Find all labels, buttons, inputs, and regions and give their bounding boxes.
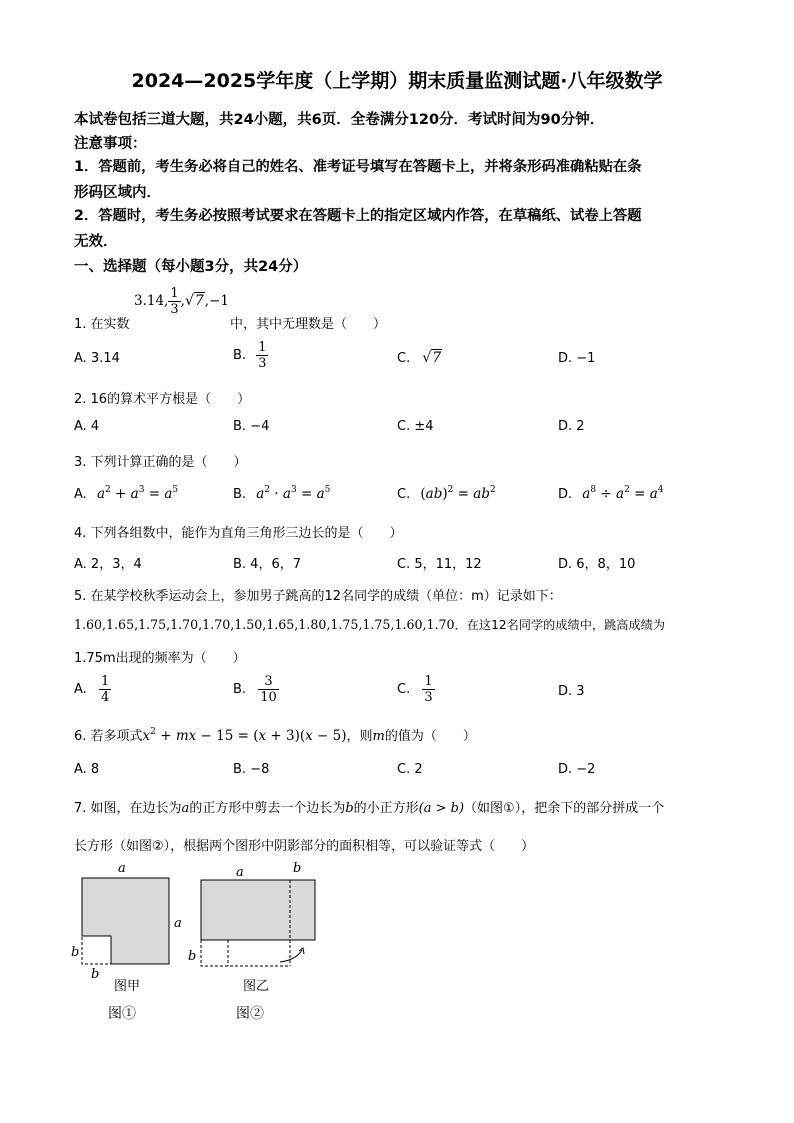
q2-option-a[interactable]: A. 4 xyxy=(74,419,100,434)
q1-stem-suffix: 中，其中无理数是（ ） xyxy=(230,317,387,332)
section-heading: 一、选择题（每小题3分，共24分） xyxy=(74,259,308,275)
q4-option-c[interactable]: C. 5，11，12 xyxy=(397,557,482,572)
fig2-top-label-b: b xyxy=(293,861,302,876)
fig1-caption: 图甲 xyxy=(114,979,141,994)
fig2-shaded-rectangle xyxy=(201,880,315,940)
q5-option-d[interactable]: D. 3 xyxy=(558,684,585,699)
q5-data-line: 1.60,1.65,1.75,1.70,1.70,1.50,1.65,1.80,1.75,1.75,1.60,1.70．在这12名同学的成绩中，跳高成绩为 xyxy=(74,617,666,632)
q6-option-d[interactable]: D. −2 xyxy=(558,762,596,777)
q5-stem: 5. 在某学校秋季运动会上，参加男子跳高的12名同学的成绩（单位：m）记录如下： xyxy=(74,589,562,604)
notes-heading: 注意事项： xyxy=(74,136,147,152)
note-1-line-2: 形码区域内． xyxy=(74,185,161,201)
fig2-label: 图② xyxy=(236,1006,264,1022)
q6-equation: $x^2$ + mx − 15 = (x + 3)(x − 5) xyxy=(142,727,347,744)
q2-stem: 2. 16的算术平方根是（ ） xyxy=(74,392,251,407)
q2-option-b[interactable]: B. −4 xyxy=(233,419,270,434)
q4-option-b[interactable]: B. 4，6，7 xyxy=(233,557,301,572)
q5-option-c[interactable]: C. $\frac{1}{3}$ xyxy=(397,674,433,705)
exam-info: 本试卷包括三道大题，共24小题，共6页．全卷满分120分．考试时间为90分钟． xyxy=(74,112,605,128)
q1-number-list: 3.14, $\frac{1}{3}$ ,√7,−1 xyxy=(134,286,229,317)
fig1-top-label-a: a xyxy=(118,861,126,876)
q3-option-a[interactable]: A. $a^2 + a^3 = a^5$ xyxy=(74,485,179,502)
fig2-rotate-arrow xyxy=(280,950,302,962)
fig1-label: 图① xyxy=(108,1006,136,1022)
q6-option-c[interactable]: C. 2 xyxy=(397,762,423,777)
note-2-line-2: 无效． xyxy=(74,234,118,250)
q1-option-b[interactable]: B. $\frac{1}{3}$ xyxy=(233,340,267,371)
q1-list-fraction: $\frac{1}{3}$ xyxy=(170,286,179,317)
fig1-small-square xyxy=(82,936,111,964)
q7-stem-line-2: 长方形（如图②），根据两个图形中阴影部分的面积相等，可以验证等式（ ） xyxy=(74,839,535,854)
q1-option-a[interactable]: A. 3.14 xyxy=(74,351,120,366)
fig2-top-label-a: a xyxy=(236,865,244,880)
q1-option-c[interactable]: C. √7 xyxy=(397,350,442,366)
note-1-line-1: 1．答题前，考生务必将自己的姓名、准考证号填写在答题卡上，并将条形码准确粘贴在条 xyxy=(74,159,642,175)
q5-option-b[interactable]: B. $\frac{3}{10}$ xyxy=(233,674,277,705)
q3-stem: 3. 下列计算正确的是（ ） xyxy=(74,455,247,470)
q7-figures xyxy=(66,858,336,1028)
figure-1 xyxy=(71,861,182,1022)
q2-option-d[interactable]: D. 2 xyxy=(558,419,585,434)
fig1-bottom-label-b: b xyxy=(91,967,100,982)
q3-option-b[interactable]: B. $a^2 \cdot a^3 = a^5$ xyxy=(233,485,331,502)
q1-option-d[interactable]: D. −1 xyxy=(558,351,596,366)
q5-stem-line-3: 1.75m出现的频率为（ ） xyxy=(74,651,246,666)
q2-option-c[interactable]: C. ±4 xyxy=(397,419,434,434)
q5-option-a[interactable]: A. $\frac{1}{4}$ xyxy=(74,674,110,705)
fig1-right-label-a: a xyxy=(174,916,182,931)
q3-option-d[interactable]: D. $a^8 \div a^2 = a^4$ xyxy=(558,485,664,502)
fig2-caption: 图乙 xyxy=(243,979,270,994)
q3-option-c[interactable]: C. $(ab)^2 = ab^2$ xyxy=(397,485,496,502)
q6-option-b[interactable]: B. −8 xyxy=(233,762,270,777)
page-title: 2024—2025学年度（上学期）期末质量监测试题·八年级数学 xyxy=(131,70,663,92)
q4-stem: 4. 下列各组数中，能作为直角三角形三边长的是（ ） xyxy=(74,526,403,541)
fig2-dashed-strip xyxy=(201,940,290,966)
fig1-shaded-region xyxy=(82,878,169,964)
q1-option-c-sqrt: √7 xyxy=(422,350,442,366)
q1-stem-prefix: 1. 在实数 xyxy=(74,317,130,332)
q1-option-b-fraction: $\frac{1}{3}$ xyxy=(258,340,267,371)
fig2-left-label-b: b xyxy=(188,949,197,964)
note-2-line-1: 2．答题时，考生务必按照考试要求在答题卡上的指定区域内作答，在草稿纸、试卷上答题 xyxy=(74,208,642,224)
q7-stem-line-1: 7. 如图，在边长为a的正方形中剪去一个边长为b的小正方形(a > b)（如图①），把余下的部分拼成一个 xyxy=(74,801,665,816)
q6-option-a[interactable]: A. 8 xyxy=(74,762,100,777)
q4-option-a[interactable]: A. 2，3，4 xyxy=(74,557,142,572)
q1-list-sqrt: √7 xyxy=(184,293,204,309)
fig1-left-label-b: b xyxy=(71,945,80,960)
q4-option-d[interactable]: D. 6，8，10 xyxy=(558,557,636,572)
q6-stem: 6. 若多项式$x^2$ + mx − 15 = (x + 3)(x − 5)，则m的值为（ ） xyxy=(74,727,476,744)
figure-2 xyxy=(188,861,315,1022)
